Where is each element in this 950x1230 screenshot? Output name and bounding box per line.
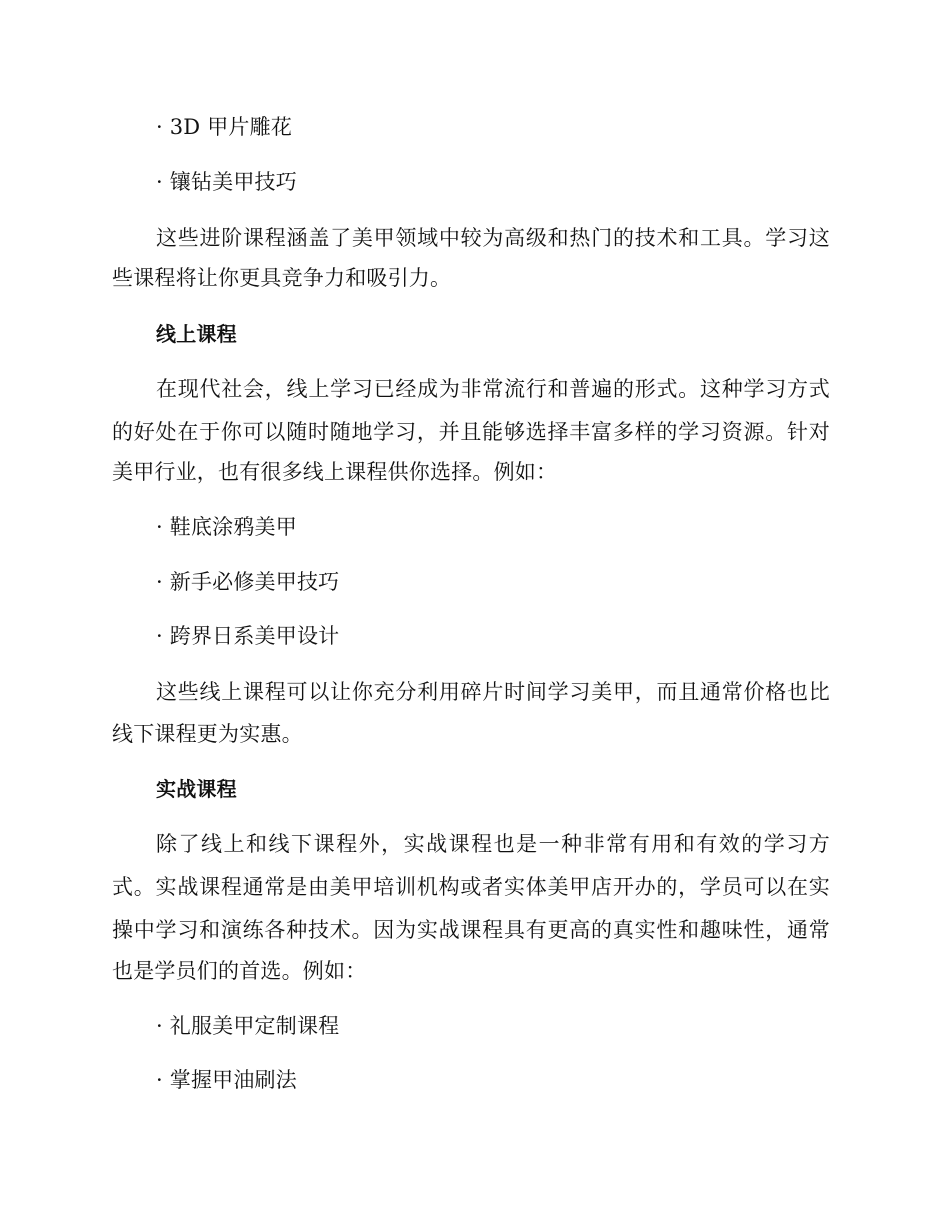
list-item: · 新手必修美甲技巧 — [156, 570, 340, 594]
paragraph-line: 的好处在于你可以随时随地学习，并且能够选择丰富多样的学习资源。针对 — [112, 420, 830, 444]
paragraph-line: 些课程将让你更具竞争力和吸引力。 — [112, 266, 452, 290]
paragraph-line: 这些线上课程可以让你充分利用碎片时间学习美甲，而且通常价格也比 — [156, 680, 830, 704]
paragraph-line: 这些进阶课程涵盖了美甲领域中较为高级和热门的技术和工具。学习这 — [156, 226, 830, 250]
paragraph-line: 在现代社会，线上学习已经成为非常流行和普遍的形式。这种学习方式 — [156, 377, 830, 401]
paragraph-line: 操中学习和演练各种技术。因为实战课程具有更高的真实性和趣味性，通常 — [112, 918, 830, 942]
section-heading-online: 线上课程 — [156, 322, 237, 346]
list-item: · 镶钻美甲技巧 — [156, 170, 297, 194]
paragraph-line: 线下课程更为实惠。 — [112, 722, 303, 746]
paragraph-line: 也是学员们的首选。例如： — [112, 959, 367, 983]
section-heading-practical: 实战课程 — [156, 777, 237, 801]
list-item: · 掌握甲油刷法 — [156, 1068, 297, 1092]
list-item: · 3D 甲片雕花 — [156, 115, 293, 139]
paragraph-line: 式。实战课程通常是由美甲培训机构或者实体美甲店开办的，学员可以在实 — [112, 875, 830, 899]
paragraph-line: 除了线上和线下课程外，实战课程也是一种非常有用和有效的学习方 — [156, 832, 830, 856]
list-item: · 鞋底涂鸦美甲 — [156, 515, 297, 539]
paragraph-line: 美甲行业，也有很多线上课程供你选择。例如： — [112, 460, 558, 484]
list-item: · 礼服美甲定制课程 — [156, 1014, 340, 1038]
list-item: · 跨界日系美甲设计 — [156, 624, 340, 648]
